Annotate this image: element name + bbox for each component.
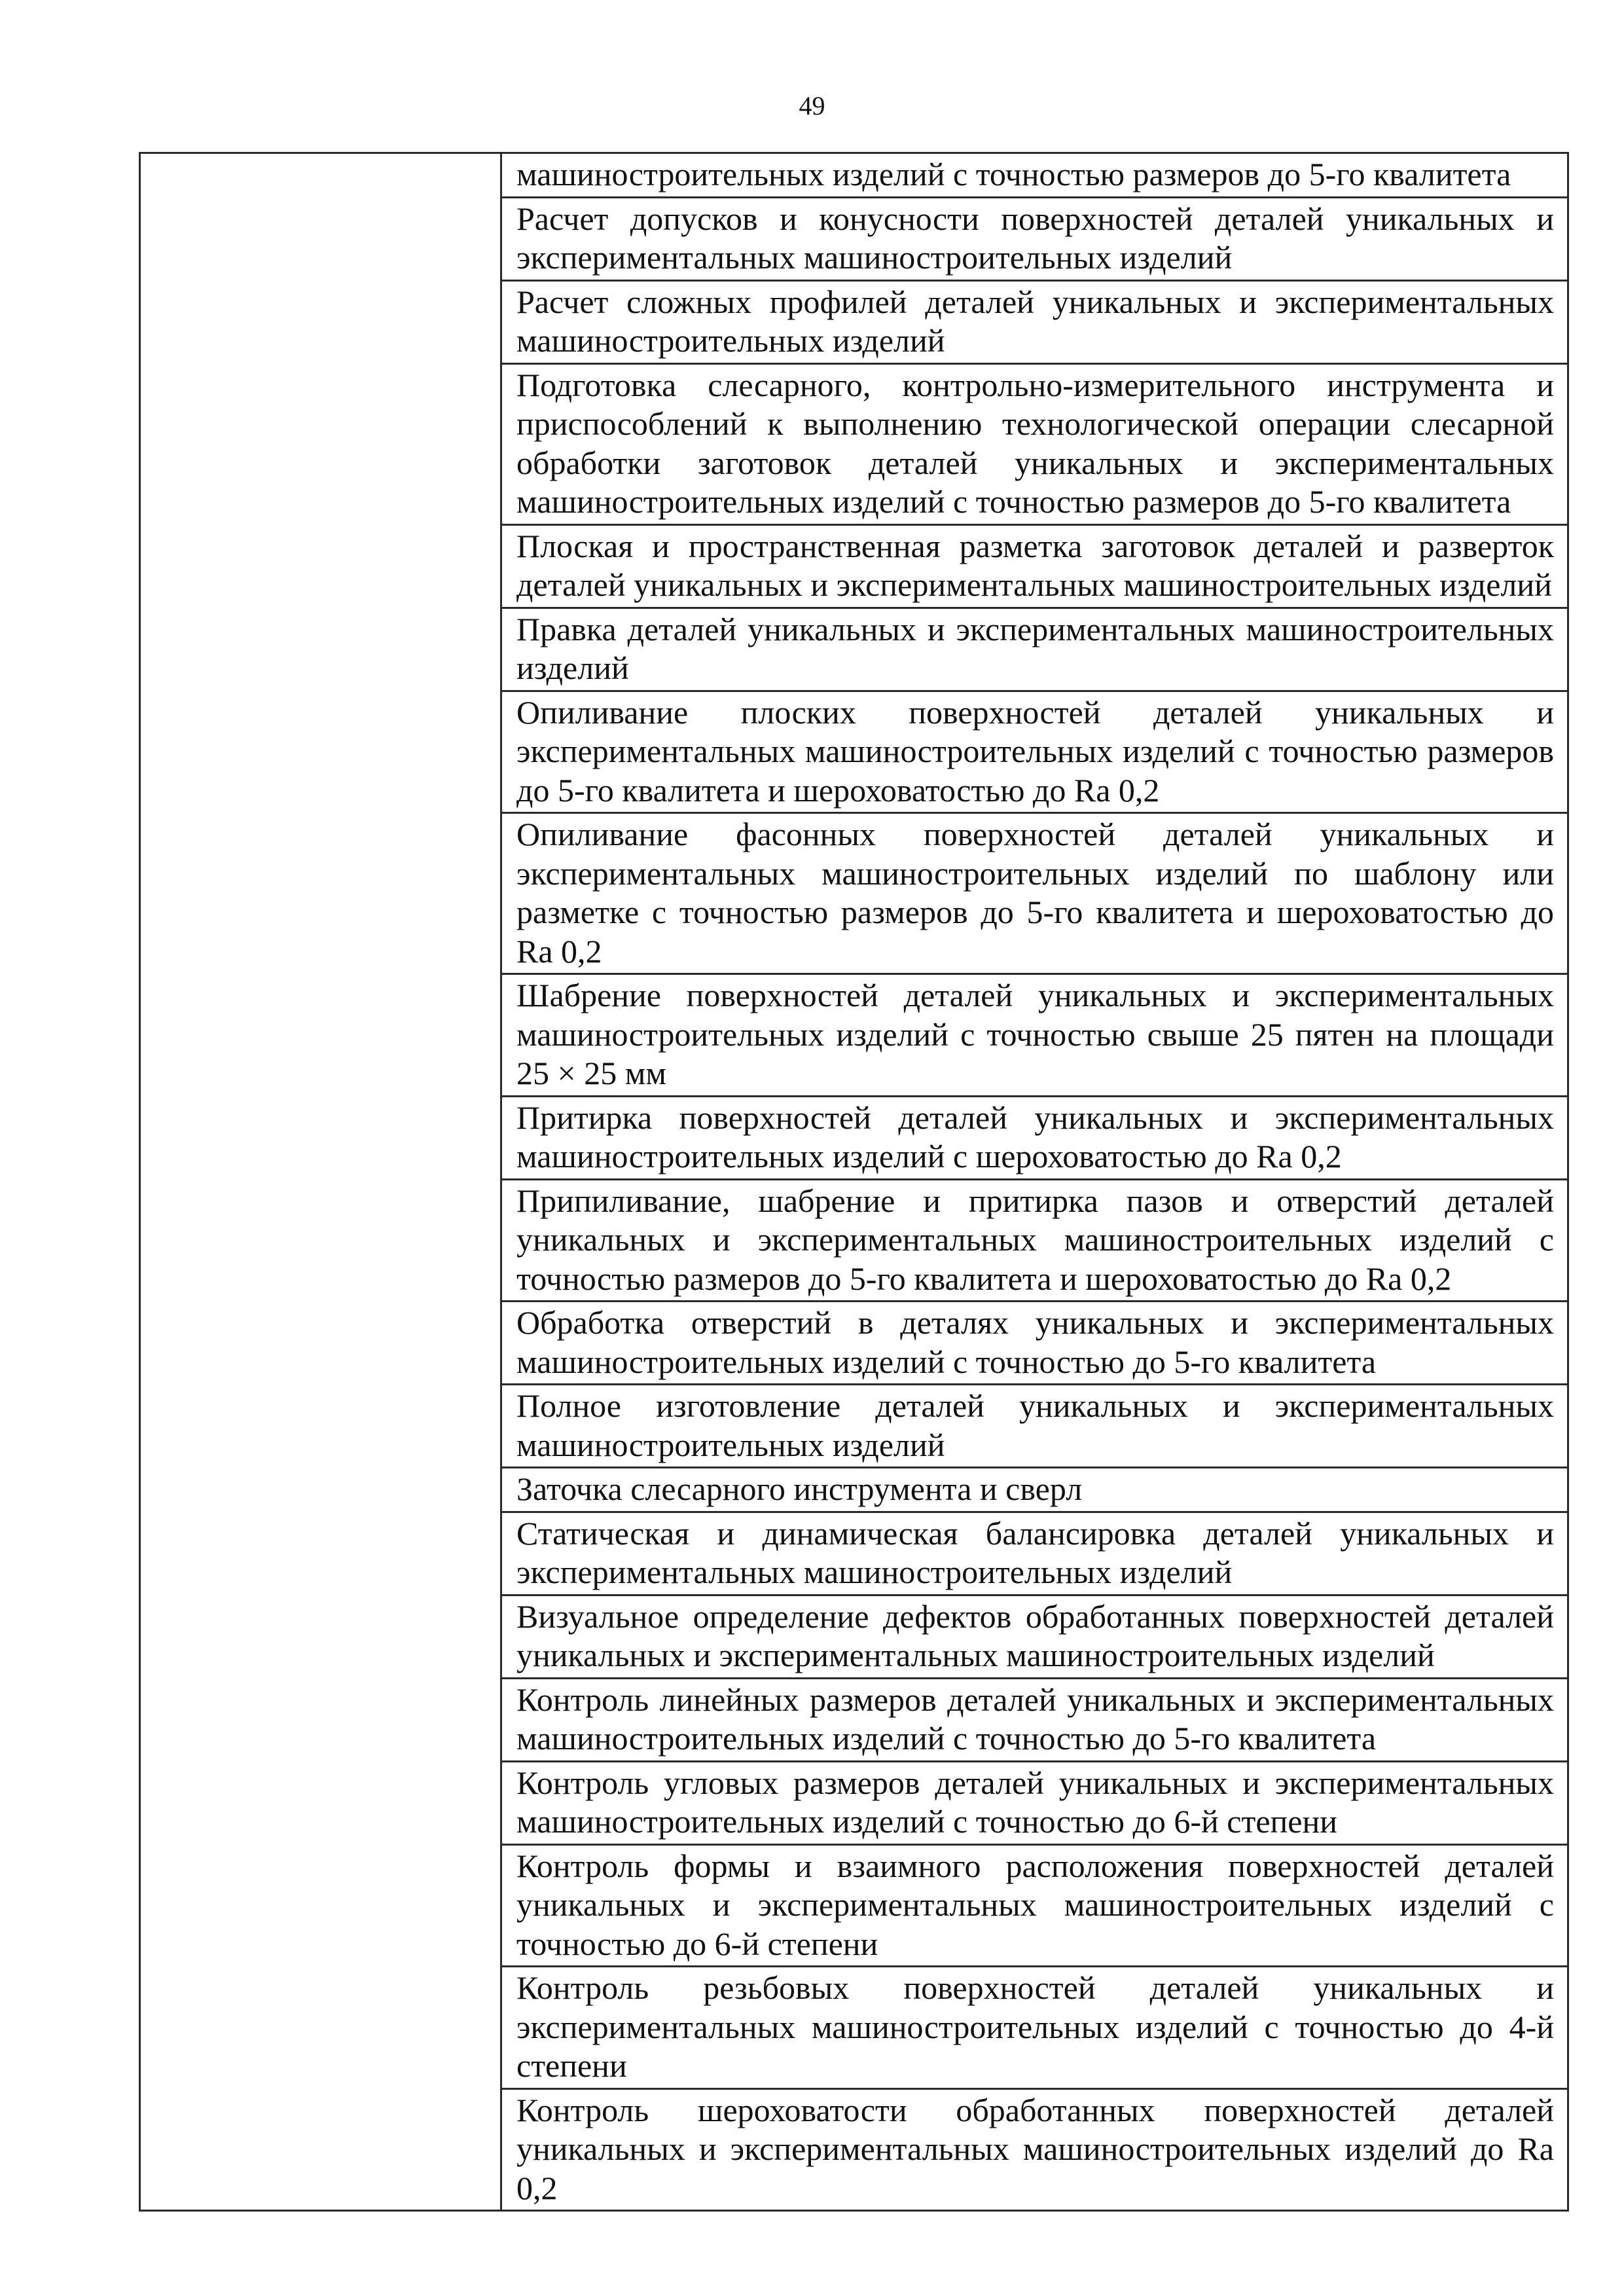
action-cell (501, 1967, 1568, 2089)
action-text: Подготовка слесарного, контрольно-измерительного инструмента и приспособлений к выполнению технологической операции слесарной обработки заготовок деталей уникальных и экспериментальных машиностроительных изделий с точностью размеров до 5-го квалитета (516, 366, 1554, 520)
action-text: Полное изготовление деталей уникальных и экспериментальных машиностроительных изделий (516, 1387, 1554, 1463)
action-cell (501, 1468, 1568, 1512)
action-text: Опиливание плоских поверхностей деталей уникальных и экспериментальных машиностроительных изделий с точностью размеров до 5-го квалитета и шероховатостью до Ra 0,2 (516, 693, 1554, 809)
action-text: машиностроительных изделий с точностью размеров до 5-го квалитета (516, 156, 1511, 192)
action-text: Статическая и динамическая балансировка деталей уникальных и экспериментальных машиностроительных изделий (516, 1514, 1554, 1590)
action-text: Контроль формы и взаимного расположения поверхностей деталей уникальных и экспериментальных машиностроительных изделий с точностью до 6-й степени (516, 1847, 1554, 1962)
action-cell (501, 1302, 1568, 1385)
action-cell (501, 1096, 1568, 1179)
action-cell (501, 524, 1568, 608)
action-text: Контроль шероховатости обработанных поверхностей деталей уникальных и экспериментальных машиностроительных изделий до Ra 0,2 (516, 2091, 1554, 2206)
action-text: Расчет сложных профилей деталей уникальных и экспериментальных машиностроительных изделий (516, 283, 1554, 359)
action-cell (501, 1595, 1568, 1678)
action-text: Плоская и пространственная разметка заготовок деталей и разверток деталей уникальных и экспериментальных машиностроительных изделий (516, 527, 1554, 603)
table-row (140, 153, 1568, 198)
action-cell (501, 1385, 1568, 1468)
action-text: Притирка поверхностей деталей уникальных и экспериментальных машиностроительных изделий с шероховатостью до Ra 0,2 (516, 1099, 1554, 1175)
action-text: Контроль угловых размеров деталей уникальных и экспериментальных машиностроительных изделий с точностью до 6-й степени (516, 1764, 1554, 1840)
action-cell (501, 1678, 1568, 1761)
action-text: Опиливание фасонных поверхностей деталей уникальных и экспериментальных машиностроительных изделий по шаблону или разметке с точностью размеров до 5-го квалитета и шероховатостью до Ra 0,2 (516, 816, 1554, 970)
label-cell (140, 153, 501, 2211)
page-number: 49 (799, 91, 825, 120)
action-cell (501, 2088, 1568, 2211)
action-text: Визуальное определение дефектов обработанных поверхностей деталей уникальных и экспериментальных машиностроительных изделий (516, 1597, 1554, 1673)
action-cell (501, 608, 1568, 691)
action-cell (501, 1761, 1568, 1844)
action-cell (501, 363, 1568, 524)
action-cell (501, 1512, 1568, 1595)
action-cell (501, 1179, 1568, 1302)
action-text: Заточка слесарного инструмента и сверл (516, 1470, 1083, 1507)
action-text: Шабрение поверхностей деталей уникальных и экспериментальных машиностроительных изделий с точностью свыше 25 пятен на площади 25 × 25 мм (516, 977, 1554, 1091)
action-cell (501, 280, 1568, 363)
action-cell (501, 813, 1568, 974)
action-text: Контроль резьбовых поверхностей деталей уникальных и экспериментальных машиностроительных изделий с точностью до 4-й степени (516, 1969, 1554, 2084)
action-text: Контроль линейных размеров деталей уникальных и экспериментальных машиностроительных изделий с точностью до 5-го квалитета (516, 1681, 1554, 1757)
action-text: Припиливание, шабрение и притирка пазов и отверстий деталей уникальных и экспериментальных машиностроительных изделий с точностью размеров до 5-го квалитета и шероховатостью до Ra 0,2 (516, 1182, 1554, 1297)
action-text: Правка деталей уникальных и экспериментальных машиностроительных изделий (516, 610, 1554, 686)
table-body (140, 153, 1568, 2211)
action-text: Расчет допусков и конусности поверхностей деталей уникальных и экспериментальных машиностроительных изделий (516, 200, 1554, 276)
action-cell (501, 153, 1568, 198)
action-cell (501, 974, 1568, 1097)
action-cell (501, 691, 1568, 813)
action-cell (501, 197, 1568, 280)
action-cell (501, 1844, 1568, 1967)
action-text: Обработка отверстий в деталях уникальных и экспериментальных машиностроительных изделий с точностью до 5-го квалитета (516, 1304, 1554, 1380)
labor-actions-table (139, 152, 1569, 2212)
